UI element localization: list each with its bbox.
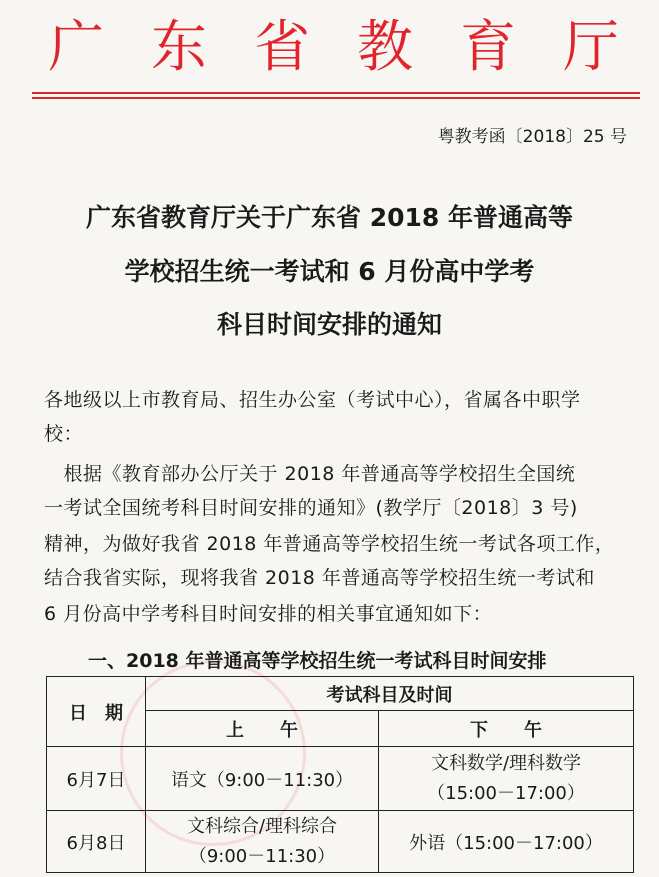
cell-pm-line: 文科数学/理科数学 [430,752,582,774]
cell-pm-line: （15:00－17:00） [427,782,585,804]
cell-pm-line: 外语（15:00－17:00） [409,832,603,854]
document-title-line-2: 学校招生统一考试和 6 月份高中学考 [124,257,535,286]
letterhead-title [0,8,659,88]
letterhead-char: 厅 [563,15,619,80]
letterhead-rule-thin [32,97,640,99]
header-date: 日 期 [47,677,146,747]
table-row [47,811,634,873]
cell-am-line: （9:00－11:30） [188,845,336,867]
document-title-line-1: 广东省教育厅关于广东省 2018 年普通高等 [86,203,573,232]
cell-date: 6月7日 [47,747,146,811]
body-line: 结合我省实际，现将我省 2018 年普通高等学校招生统一考试和 [44,567,595,589]
header-subjects: 考试科目及时间 [146,677,634,711]
document-number: 粤教考函〔2018〕25 号 [437,127,627,147]
cell-am [146,747,379,811]
header-pm: 下 午 [379,711,634,747]
cell-am-line: 文科综合/理科综合 [186,815,338,837]
body-line: 根据《教育部办公厅关于 2018 年普通高等学校招生全国统 [44,463,576,485]
cell-pm [379,811,634,873]
cell-pm [379,747,634,811]
letterhead-char: 东 [151,15,207,80]
letterhead-char: 广 [48,15,104,80]
body-line: 6 月份高中学考科目时间安排的相关事宜通知如下： [44,603,493,625]
body-line: 一考试全国统考科目时间安排的通知》(教学厅〔2018〕3 号) [44,497,578,519]
cell-date: 6月8日 [47,811,146,873]
letterhead-char: 省 [254,15,310,80]
cell-am-line: 语文（9:00－11:30） [170,769,354,791]
exam-schedule-table [46,676,634,873]
letterhead-char: 教 [357,15,413,80]
section-heading: 一、2018 年普通高等学校招生统一考试科目时间安排 [88,650,547,672]
letterhead-rule-thick [32,92,640,94]
salutation-line-2: 校： [44,423,84,445]
letterhead-char: 育 [460,15,516,80]
document-title-line-3: 科目时间安排的通知 [216,310,442,339]
table-row [47,747,634,811]
header-am: 上 午 [146,711,379,747]
body-line: 精神，为做好我省 2018 年普通高等学校招生统一考试各项工作， [44,533,615,555]
salutation-line-1: 各地级以上市教育局、招生办公室（考试中心），省属各中职学 [44,389,581,411]
cell-am [146,811,379,873]
